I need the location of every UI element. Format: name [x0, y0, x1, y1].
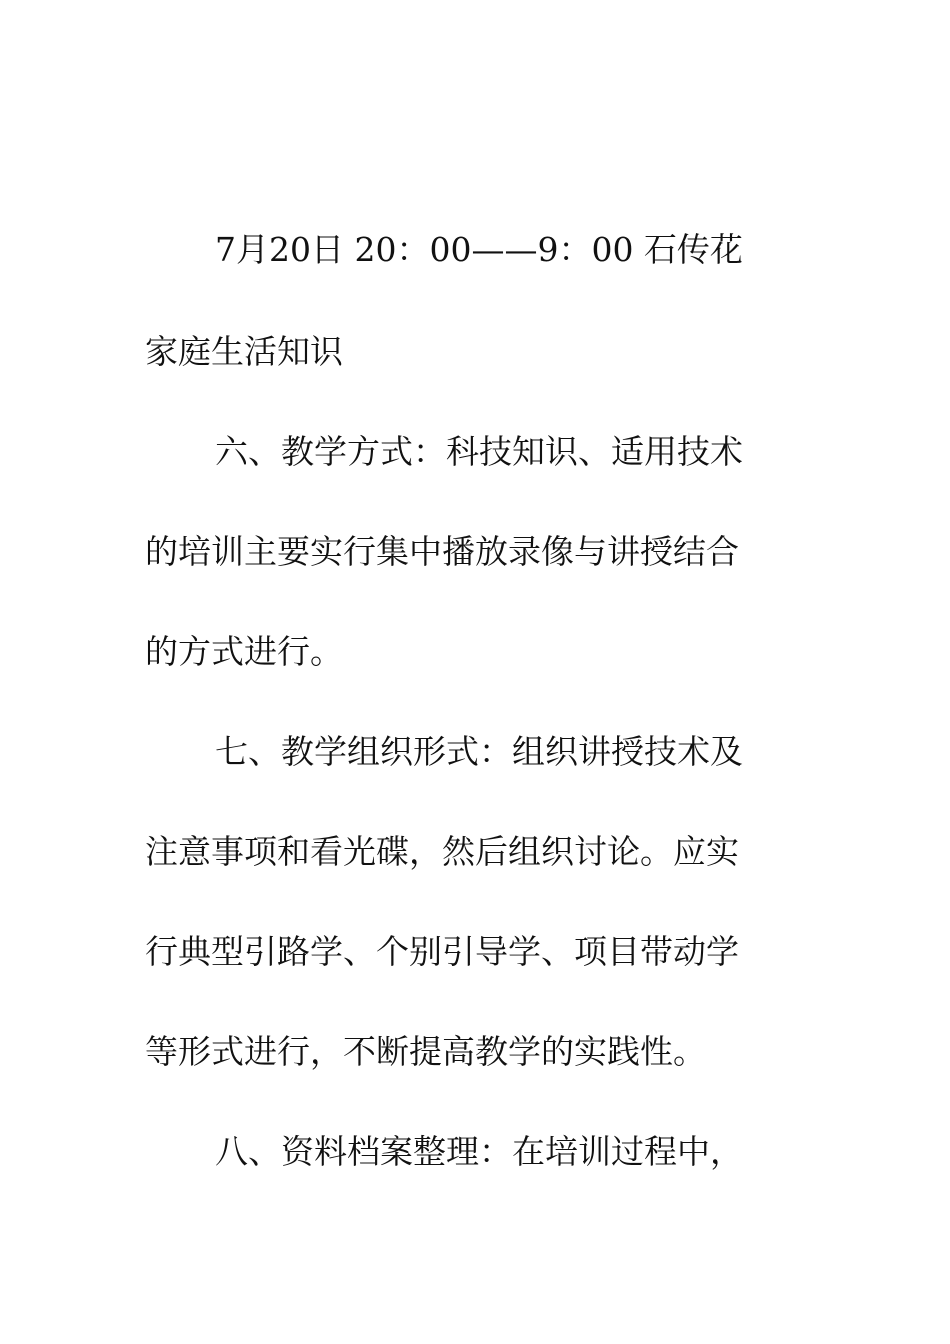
- paragraph-line: 的方式进行。: [145, 632, 343, 671]
- section-six-heading-line: 六、教学方式：科技知识、适用技术: [215, 432, 743, 471]
- schedule-topic-line: 家庭生活知识: [145, 332, 343, 371]
- schedule-line: 7月20日 20：00——9：00 石传花: [215, 230, 743, 269]
- paragraph-line: 的培训主要实行集中播放录像与讲授结合: [145, 532, 739, 571]
- paragraph-line: 注意事项和看光碟，然后组织讨论。应实: [145, 832, 739, 871]
- section-eight-heading-line: 八、资料档案整理：在培训过程中，: [215, 1132, 743, 1171]
- paragraph-line: 等形式进行，不断提高教学的实践性。: [145, 1032, 706, 1071]
- section-seven-heading-line: 七、教学组织形式：组织讲授技术及: [215, 732, 743, 771]
- paragraph-line: 行典型引路学、个别引导学、项目带动学: [145, 932, 739, 971]
